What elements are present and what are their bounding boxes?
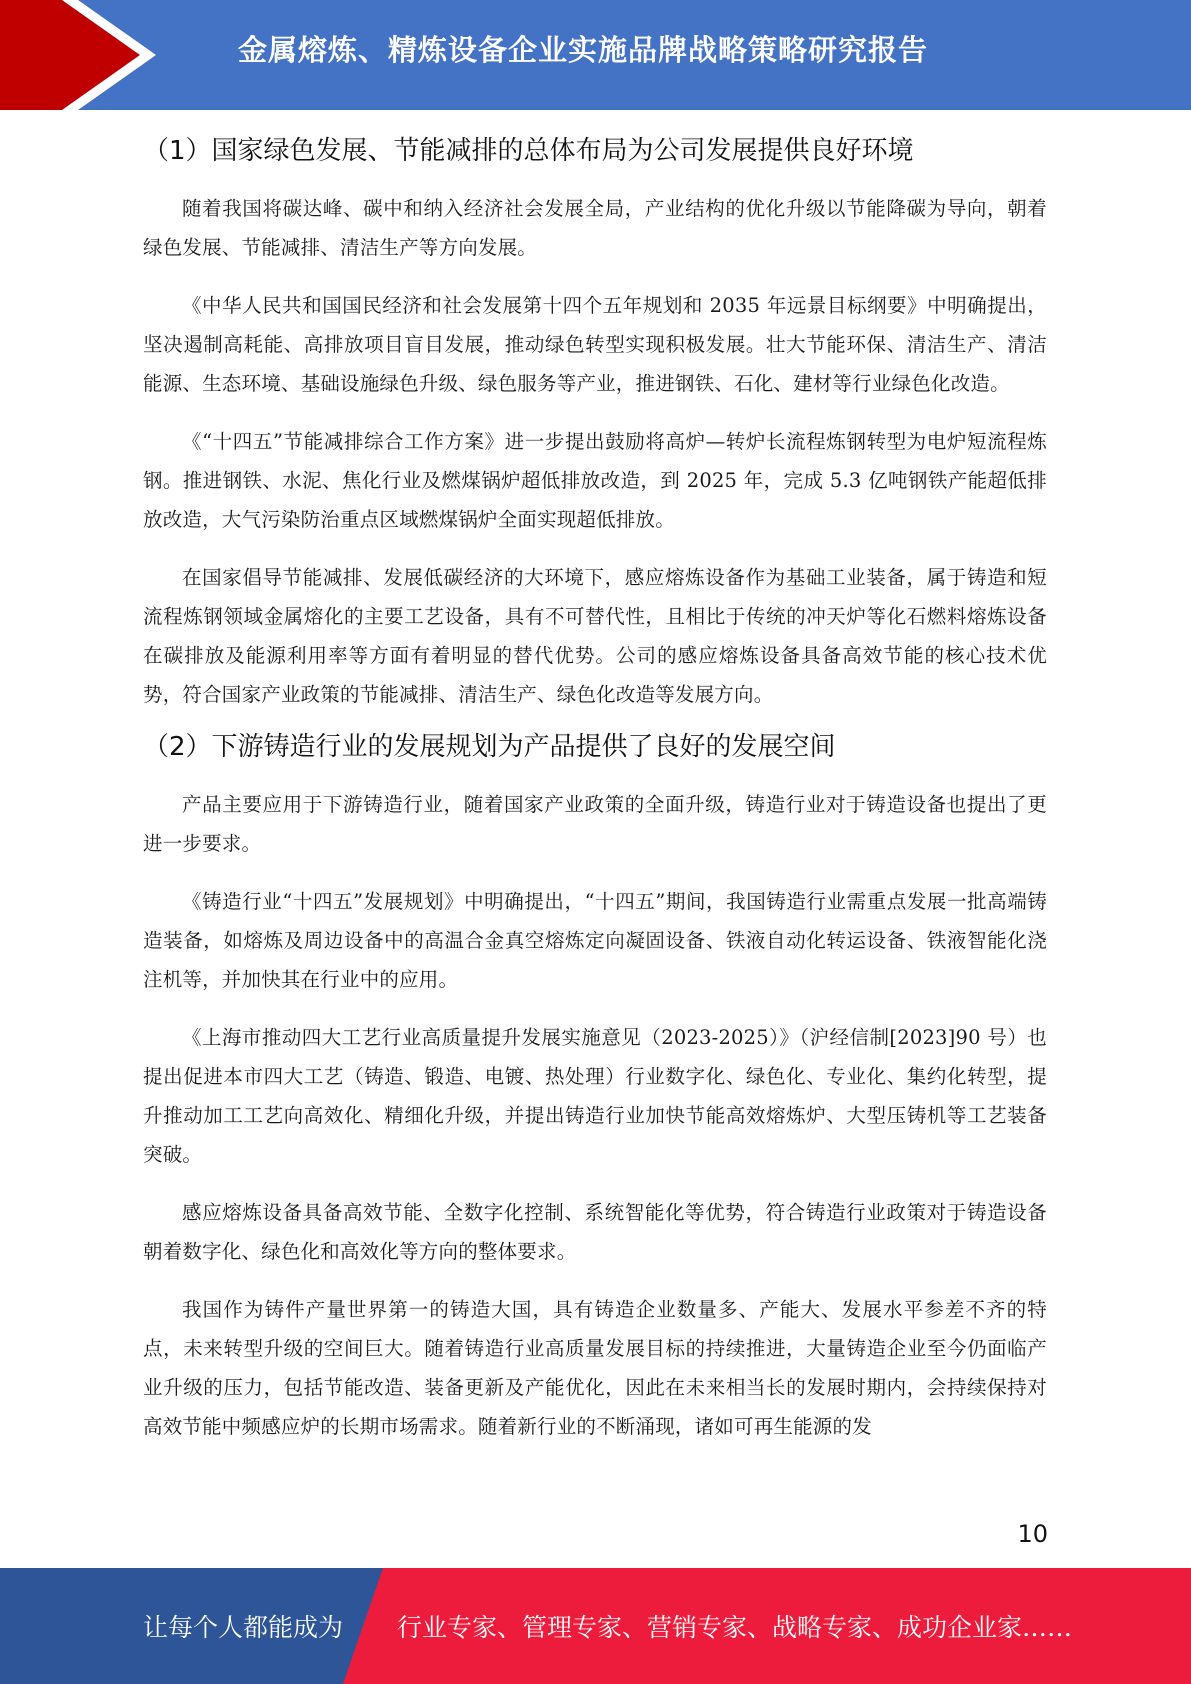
- paragraph: 在国家倡导节能减排、发展低碳经济的大环境下，感应熔炼设备作为基础工业装备，属于铸造和短流程炼钢领域金属熔化的主要工艺设备，具有不可替代性，且相比于传统的冲天炉等化石燃料熔炼设备在碳排放及能源利用率等方面有着明显的替代优势。公司的感应熔炼设备具备高效节能的核心技术优势，符合国家产业政策的节能减排、清洁生产、绿色化改造等发展方向。: [143, 566, 1047, 706]
- paragraph: 随着我国将碳达峰、碳中和纳入经济社会发展全局，产业结构的优化升级以节能降碳为导向，朝着绿色发展、节能减排、清洁生产等方向发展。: [143, 197, 1047, 259]
- document-body: [143, 126, 1047, 1446]
- report-title: 金属熔炼、精炼设备企业实施品牌战略策略研究报告: [238, 33, 929, 67]
- paragraph: 我国作为铸件产量世界第一的铸造大国，具有铸造企业数量多、产能大、发展水平参差不齐的特点，未来转型升级的空间巨大。随着铸造行业高质量发展目标的持续推进，大量铸造企业至今仍面临产业升级的压力，包括节能改造、装备更新及产能优化，因此在未来相当长的发展时期内，会持续保持对高效节能中频感应炉的长期市场需求。随着新行业的不断涌现，诸如可再生能源的发: [143, 1298, 1047, 1438]
- page-footer: [0, 1568, 1191, 1684]
- page-header: [0, 0, 1191, 110]
- paragraph: 《铸造行业“十四五”发展规划》中明确提出，“十四五”期间，我国铸造行业需重点发展一批高端铸造装备，如熔炼及周边设备中的高温合金真空熔炼定向凝固设备、铁液自动化转运设备、铁液智能化浇注机等，并加快其在行业中的应用。: [143, 890, 1047, 991]
- section-heading-2: （2）下游铸造行业的发展规划为产品提供了良好的发展空间: [143, 732, 836, 762]
- page-number: 10: [1017, 1520, 1048, 1548]
- paragraph: 《中华人民共和国国民经济和社会发展第十四个五年规划和 2035 年远景目标纲要》中明确提出，坚决遏制高耗能、高排放项目盲目发展，推动绿色转型实现积极发展。壮大节能环保、清洁生产、清洁能源、生态环境、基础设施绿色升级、绿色服务等产业，推进钢铁、石化、建材等行业绿色化改造。: [143, 294, 1047, 395]
- section-heading-1: （1）国家绿色发展、节能减排的总体布局为公司发展提供良好环境: [143, 136, 914, 166]
- paragraph: 产品主要应用于下游铸造行业，随着国家产业政策的全面升级，铸造行业对于铸造设备也提出了更进一步要求。: [143, 793, 1047, 855]
- footer-slogan-left: 让每个人都能成为: [143, 1613, 344, 1642]
- paragraph: 《“十四五”节能减排综合工作方案》进一步提出鼓励将高炉—转炉长流程炼钢转型为电炉短流程炼钢。推进钢铁、水泥、焦化行业及燃煤锅炉超低排放改造，到 2025 年，完成 5.3 亿吨钢铁产能超低排放改造，大气污染防治重点区域燃煤锅炉全面实现超低排放。: [143, 430, 1047, 531]
- paragraph: 《上海市推动四大工艺行业高质量提升发展实施意见（2023-2025）》（沪经信制[2023]90 号）也提出促进本市四大工艺（铸造、锻造、电镀、热处理）行业数字化、绿色化、专业化、集约化转型，提升推动加工工艺向高效化、精细化升级，并提出铸造行业加快节能高效熔炼炉、大型压铸机等工艺装备突破。: [143, 1026, 1047, 1166]
- paragraph: 感应熔炼设备具备高效节能、全数字化控制、系统智能化等优势，符合铸造行业政策对于铸造设备朝着数字化、绿色化和高效化等方向的整体要求。: [143, 1201, 1047, 1263]
- footer-slogan-right: 行业专家、管理专家、营销专家、战略专家、成功企业家……: [397, 1613, 1073, 1642]
